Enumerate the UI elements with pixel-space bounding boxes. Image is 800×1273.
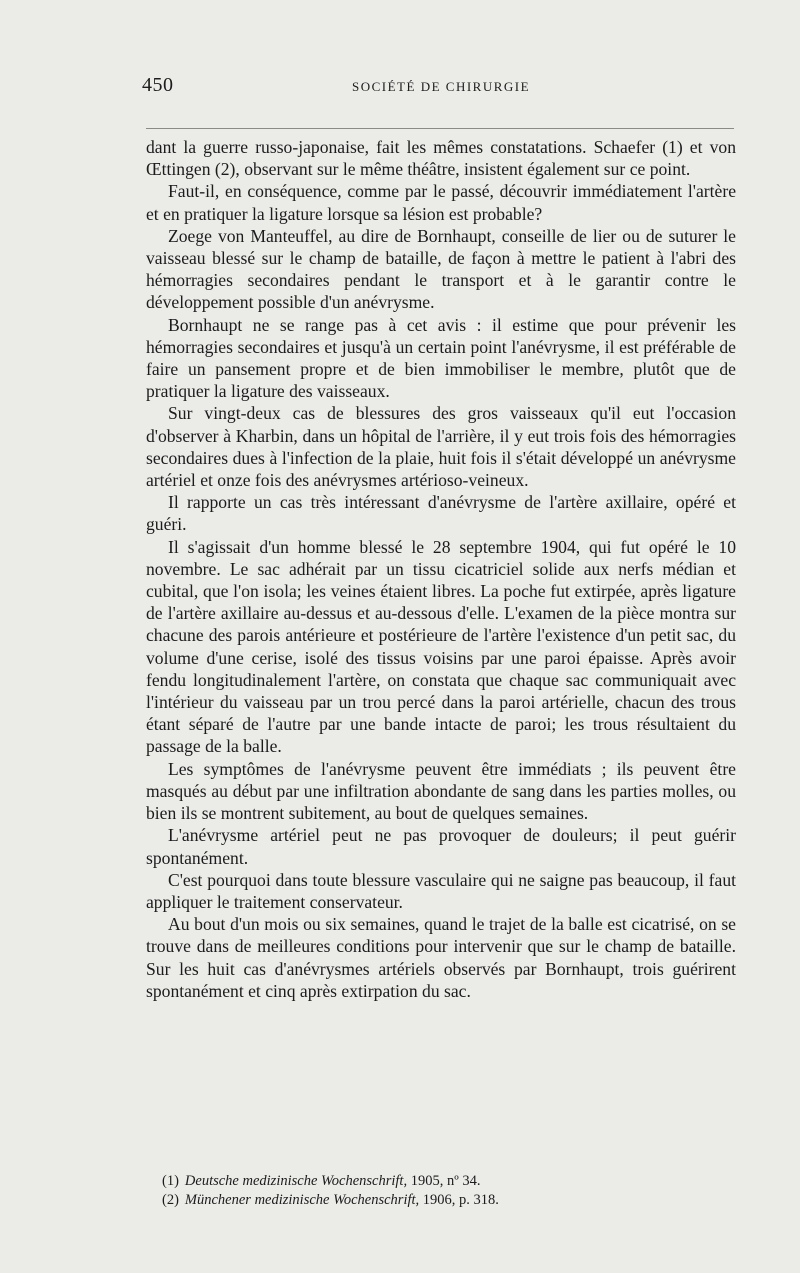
paragraph: Zoege von Manteuffel, au dire de Bornhaupt, conseille de lier ou de suturer le vaisseau blessé sur le champ de bataille, de façon à mettre le patient à l'abri des hémorragies secondaires pendant le transport et à le garantir contre le développement possible d'un anévrysme. [146, 225, 736, 313]
footnotes [162, 1172, 732, 1210]
paragraph: Les symptômes de l'anévrysme peuvent être immédiats ; ils peuvent être masqués au début par une infiltration abondante de sang dans les parties molles, ou bien ils se montrent subitement, au bout de quelques semaines. [146, 758, 736, 824]
footnote-details: 1905, nº 34. [410, 1173, 481, 1189]
paragraph: Faut-il, en conséquence, comme par le passé, découvrir immédiatement l'artère et en pratiquer la ligature lorsque sa lésion est probable? [146, 181, 736, 224]
paragraph: C'est pourquoi dans toute blessure vasculaire qui ne saigne pas beaucoup, il faut appliquer le traitement conservateur. [146, 869, 736, 912]
footnote-2 [162, 1191, 732, 1210]
footnote-marker: (2) [162, 1192, 179, 1208]
footnote-source: Deutsche medizinische Wochenschrift, [184, 1173, 408, 1189]
footnote-source: Münchener medizinische Wochenschrift, [184, 1192, 420, 1208]
paragraph: L'anévrysme artériel peut ne pas provoquer de douleurs; il peut guérir spontanément. [146, 825, 736, 868]
paragraph-continuation: dant la guerre russo-japonaise, fait les mêmes constatations. Schaefer (1) et von Œttingen (2), observant sur le même théâtre, insistent également sur ce point. [146, 137, 736, 180]
footnote-marker: (1) [162, 1173, 179, 1189]
paragraph: Sur vingt-deux cas de blessures des gros vaisseaux qu'il eut l'occasion d'observer à Kharbin, dans un hôpital de l'arrière, il y eut trois fois des hémorragies secondaires dues à l'infection de la plaie, huit fois il s'était développé un anévrysme artériel et onze fois des anévrysmes artérioso-veineux. [146, 403, 736, 491]
header-rule [146, 128, 734, 129]
running-head: SOCIÉTÉ DE CHIRURGIE [352, 79, 531, 94]
page-header [142, 74, 734, 104]
footnote-details: 1906, p. 318. [422, 1192, 499, 1208]
body-text [146, 136, 736, 1002]
paragraph: Bornhaupt ne se range pas à cet avis : il estime que pour prévenir les hémorragies secondaires et jusqu'à un certain point l'anévrysme, il est préférable de faire un pansement propre et de bien immobiliser le membre, plutôt que de pratiquer la ligature des vaisseaux. [146, 314, 736, 402]
paragraph: Au bout d'un mois ou six semaines, quand le trajet de la balle est cicatrisé, on se trouve dans de meilleures conditions pour intervenir que sur le champ de bataille. Sur les huit cas d'anévrysmes artériels observés par Bornhaupt, trois guérirent spontanément et cinq après extirpation du sac. [146, 914, 736, 1001]
paragraph: Il s'agissait d'un homme blessé le 28 septembre 1904, qui fut opéré le 10 novembre. Le sac adhérait par un tissu cicatriciel solide aux nerfs médian et cubital, que l'on isola; les veines étaient libres. La poche fut extirpée, après ligature de l'artère axillaire au-dessus et au-dessous d'elle. L'examen de la pièce montra sur chacune des parois antérieure et postérieure de l'artère l'existence d'un petit sac, du volume d'une cerise, isolé des tissus voisins par une paroi épaisse. Après avoir fendu longitudinalement l'artère, on constata que chaque sac communiquait avec l'intérieur du vaisseau par un trou percé dans la paroi artérielle, chacun des trous étant séparé de l'autre par une bande intacte de paroi; les trous résultaient du passage de la balle. [146, 536, 736, 757]
paragraph: Il rapporte un cas très intéressant d'anévrysme de l'artère axillaire, opéré et guéri. [146, 492, 736, 535]
footnote-1 [162, 1172, 732, 1191]
page-number: 450 [142, 74, 174, 96]
